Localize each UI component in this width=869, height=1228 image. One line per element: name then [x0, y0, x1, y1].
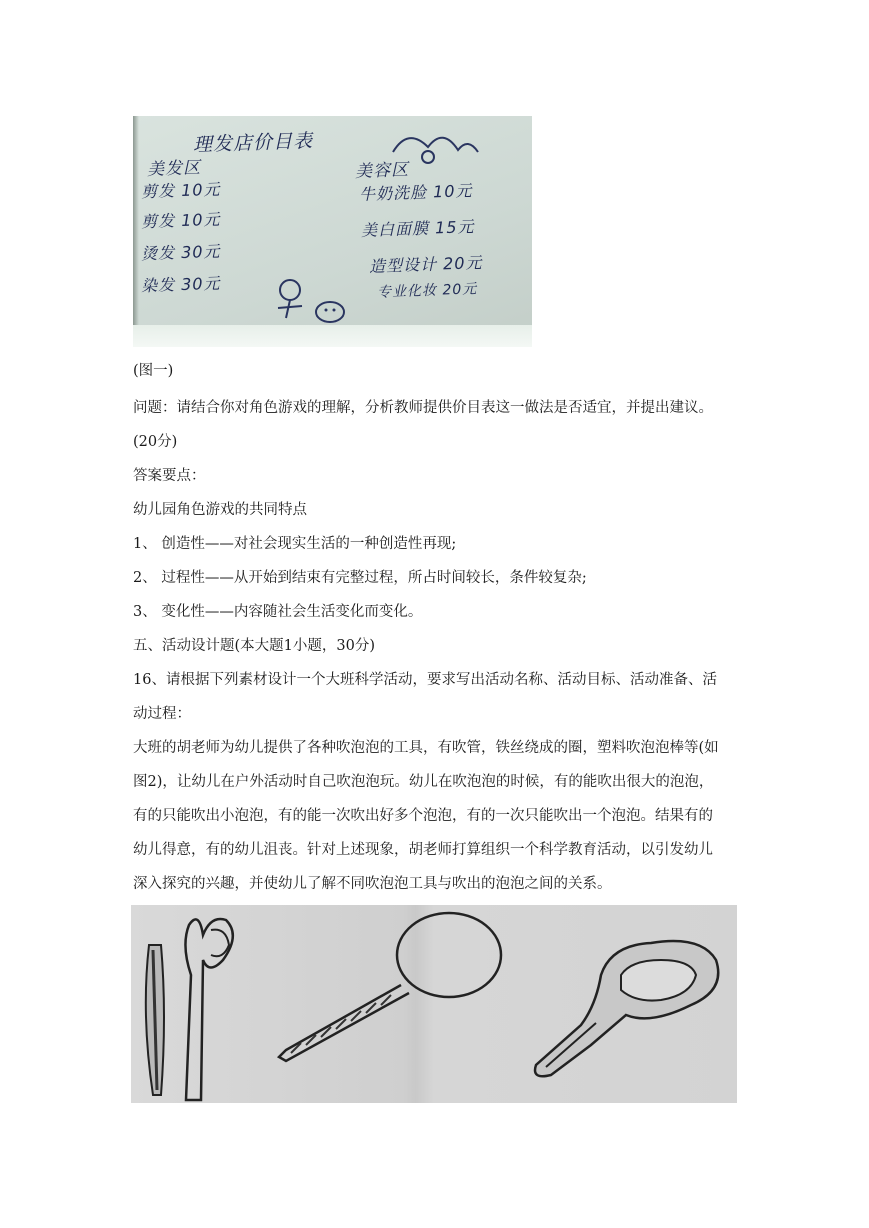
character-doodle-icon: [268, 268, 358, 328]
right-header: 美容区: [354, 160, 410, 182]
question-score: (20分): [133, 434, 178, 450]
material-line: 图2)，让幼儿在户外活动时自己吹泡泡玩。幼儿在吹泡泡的时候，有的能吹出很大的泡泡，: [133, 774, 714, 790]
left-item: 剪发 10元: [140, 209, 221, 232]
bubble-tools-photo: [131, 905, 737, 1103]
material-line: 幼儿得意，有的幼儿沮丧。针对上述现象，胡老师打算组织一个科学教育活动，以引发幼儿: [133, 842, 713, 858]
material-line: 深入探究的兴趣，并使幼儿了解不同吹泡泡工具与吹出的泡泡之间的关系。: [133, 876, 612, 892]
answer-point: 3、 变化性——内容随社会生活变化而变化。: [133, 604, 423, 620]
answer-point: 2、 过程性——从开始到结束有完整过程，所占时间较长，条件较复杂;: [133, 570, 587, 586]
left-item: 染发 30元: [140, 273, 221, 296]
answer-point: 1、 创造性——对社会现实生活的一种创造性再现;: [133, 536, 457, 552]
figure1-caption: (图一): [133, 363, 174, 379]
material-line: 大班的胡老师为幼儿提供了各种吹泡泡的工具，有吹管，铁丝绕成的圈，塑料吹泡泡棒等(如: [133, 740, 719, 756]
right-item: 牛奶洗脸 10元: [358, 181, 473, 204]
left-item: 烫发 30元: [140, 241, 221, 264]
right-item: 专业化妆 20元: [376, 281, 478, 301]
left-header: 美发区: [146, 158, 202, 180]
bubble-wand-icon: [279, 913, 501, 1061]
price-list-title: 理发店价目表: [192, 129, 314, 157]
left-item: 剪发 10元: [140, 179, 221, 202]
straw-tool-icon: [146, 945, 164, 1095]
photo-shadow: [133, 116, 139, 347]
right-item: 造型设计 20元: [368, 253, 483, 276]
answer-heading: 答案要点：: [133, 468, 206, 484]
q16-line: 16、请根据下列素材设计一个大班科学活动，要求写出活动名称、活动目标、活动准备、活: [133, 672, 717, 688]
bubble-tools-drawing: [131, 905, 737, 1103]
material-line: 有的只能吹出小泡泡，有的能一次吹出好多个泡泡，有的一次只能吹出一个泡泡。结果有的: [133, 808, 713, 824]
section5-title: 五、活动设计题(本大题1小题，30分): [133, 638, 375, 654]
plastic-wand-icon: [535, 941, 718, 1076]
question-text: 问题：请结合你对角色游戏的理解，分析教师提供价目表这一做法是否适宜，并提出建议。: [133, 400, 713, 416]
wire-loop-tool-icon: [185, 919, 232, 1100]
q16-line: 动过程：: [133, 706, 191, 722]
price-list-photo: [133, 116, 532, 347]
right-item: 美白面膜 15元: [360, 217, 475, 240]
answer-subheading: 幼儿园角色游戏的共同特点: [133, 502, 307, 518]
paper-edge: [133, 325, 532, 347]
